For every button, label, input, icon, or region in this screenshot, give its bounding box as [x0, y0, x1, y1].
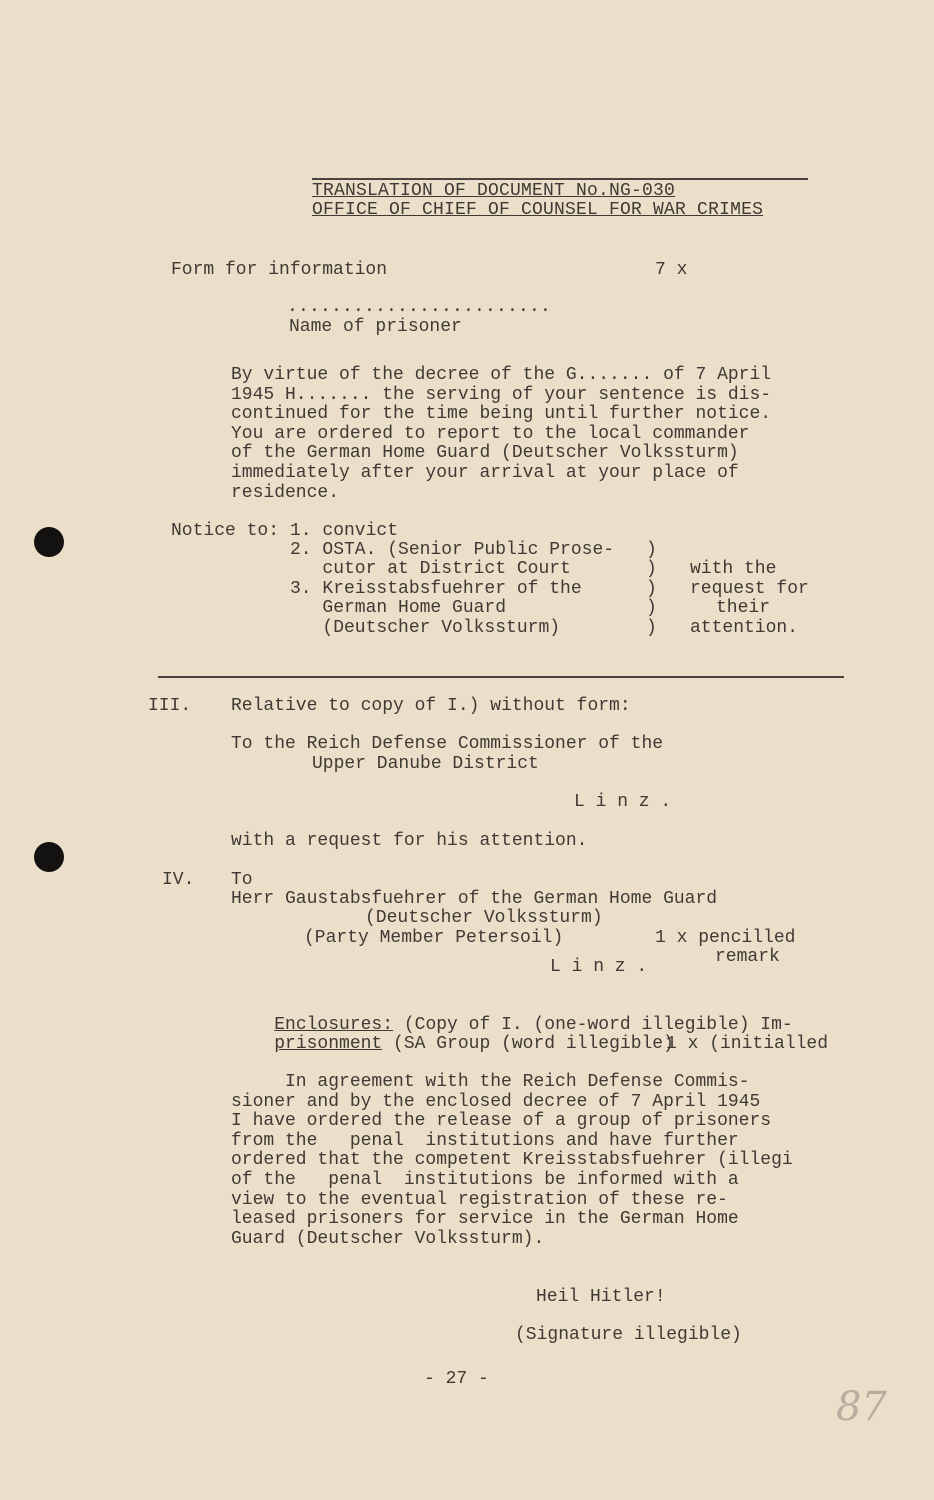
- form-body-line: immediately after your arrival at your place of: [231, 463, 739, 483]
- section-3-city: L i n z .: [574, 792, 672, 812]
- form-body-line: continued for the time being until further notice.: [231, 404, 772, 425]
- prisoner-name-label: Name of prisoner: [289, 317, 462, 337]
- header-top-rule: [312, 178, 808, 180]
- form-copies: 7 x: [655, 260, 688, 280]
- section-divider: [158, 676, 844, 678]
- initialled-note: 1 x (initialled: [666, 1034, 829, 1054]
- imprisonment-word: prisonment: [274, 1033, 383, 1054]
- notice-bracket: ): [646, 618, 657, 638]
- closing-salutation: Heil Hitler!: [536, 1287, 666, 1307]
- section-4-party: (Party Member Petersoil): [304, 928, 564, 948]
- section-4-numeral: IV.: [162, 870, 195, 890]
- form-body-line: 1945 H....... the serving of your sentence is dis-: [231, 384, 772, 405]
- section-3-addressee: Upper Danube District: [312, 754, 539, 774]
- agreement-line: I have ordered the release of a group of prisoners: [231, 1111, 772, 1132]
- header-line-1: TRANSLATION OF DOCUMENT No.NG-030: [312, 181, 676, 201]
- form-title: Form for information: [171, 260, 388, 280]
- imprisonment-rest: (SA Group (word illegible): [382, 1033, 674, 1054]
- enclosures-label: Enclosures:: [274, 1014, 394, 1035]
- section-3-heading: Relative to copy of I.) without form:: [231, 696, 631, 716]
- notice-item-2: 2. OSTA. (Senior Public Prose-: [290, 540, 615, 560]
- enclosures-line-2: [231, 1015, 674, 1074]
- notice-item-3: German Home Guard: [290, 598, 507, 618]
- punch-hole-top: [34, 527, 64, 557]
- agreement-line: Guard (Deutscher Volkssturm).: [231, 1228, 545, 1249]
- notice-bracket: ): [646, 598, 657, 618]
- agreement-line: In agreement with the Reich Defense Commis-: [231, 1072, 750, 1092]
- punch-hole-bottom: [34, 842, 64, 872]
- notice-aside: attention.: [690, 618, 799, 638]
- notice-bracket: ): [646, 540, 657, 560]
- form-body-line: of the German Home Guard (Deutscher Volkssturm): [231, 443, 739, 464]
- page-number: - 27 -: [424, 1369, 489, 1389]
- agreement-line: sioner and by the enclosed decree of 7 April 1945: [231, 1091, 761, 1112]
- form-body-line: residence.: [231, 482, 340, 503]
- notice-bracket: ): [646, 579, 657, 599]
- notice-label: Notice to:: [171, 521, 280, 541]
- section-3-numeral: III.: [148, 696, 192, 716]
- section-4-addressee: Herr Gaustabsfuehrer of the German Home Guard: [231, 889, 718, 909]
- notice-item-3: (Deutscher Volkssturm): [290, 618, 561, 638]
- enclosures-text: (Copy of I. (one-word illegible) Im-: [393, 1014, 793, 1035]
- notice-bracket: ): [646, 559, 657, 579]
- section-4-addressee: (Deutscher Volkssturm): [365, 908, 603, 928]
- notice-aside: their: [716, 598, 771, 618]
- form-body-line: You are ordered to report to the local commander: [231, 423, 750, 444]
- prisoner-name-dots: ........................: [287, 297, 552, 317]
- pencilled-remark: remark: [715, 947, 780, 967]
- agreement-line: ordered that the competent Kreisstabsfuehrer (illegi: [231, 1150, 793, 1171]
- form-body-line: By virtue of the decree of the G....... of 7 April: [231, 365, 772, 385]
- agreement-line: view to the eventual registration of these re-: [231, 1189, 728, 1210]
- margin-pencil-note: 87: [836, 1384, 887, 1430]
- notice-aside: with the: [690, 559, 777, 579]
- section-3-request: with a request for his attention.: [231, 831, 588, 851]
- signature: (Signature illegible): [515, 1325, 742, 1345]
- notice-aside: request for: [690, 579, 809, 599]
- notice-item-2: cutor at District Court: [290, 559, 571, 579]
- header-line-2: OFFICE OF CHIEF OF COUNSEL FOR WAR CRIMES: [312, 200, 764, 220]
- agreement-line: of the penal institutions be informed with a: [231, 1170, 739, 1190]
- section-4-city: L i n z .: [550, 957, 648, 977]
- agreement-line: from the penal institutions and have further: [231, 1130, 739, 1151]
- notice-item-3: 3. Kreisstabsfuehrer of the: [290, 579, 582, 599]
- notice-item-1: 1. convict: [290, 521, 399, 541]
- pencilled-remark: 1 x pencilled: [655, 928, 796, 948]
- section-4-to: To: [231, 870, 253, 890]
- agreement-line: leased prisoners for service in the German Home: [231, 1209, 739, 1230]
- section-3-addressee: To the Reich Defense Commissioner of the: [231, 734, 664, 754]
